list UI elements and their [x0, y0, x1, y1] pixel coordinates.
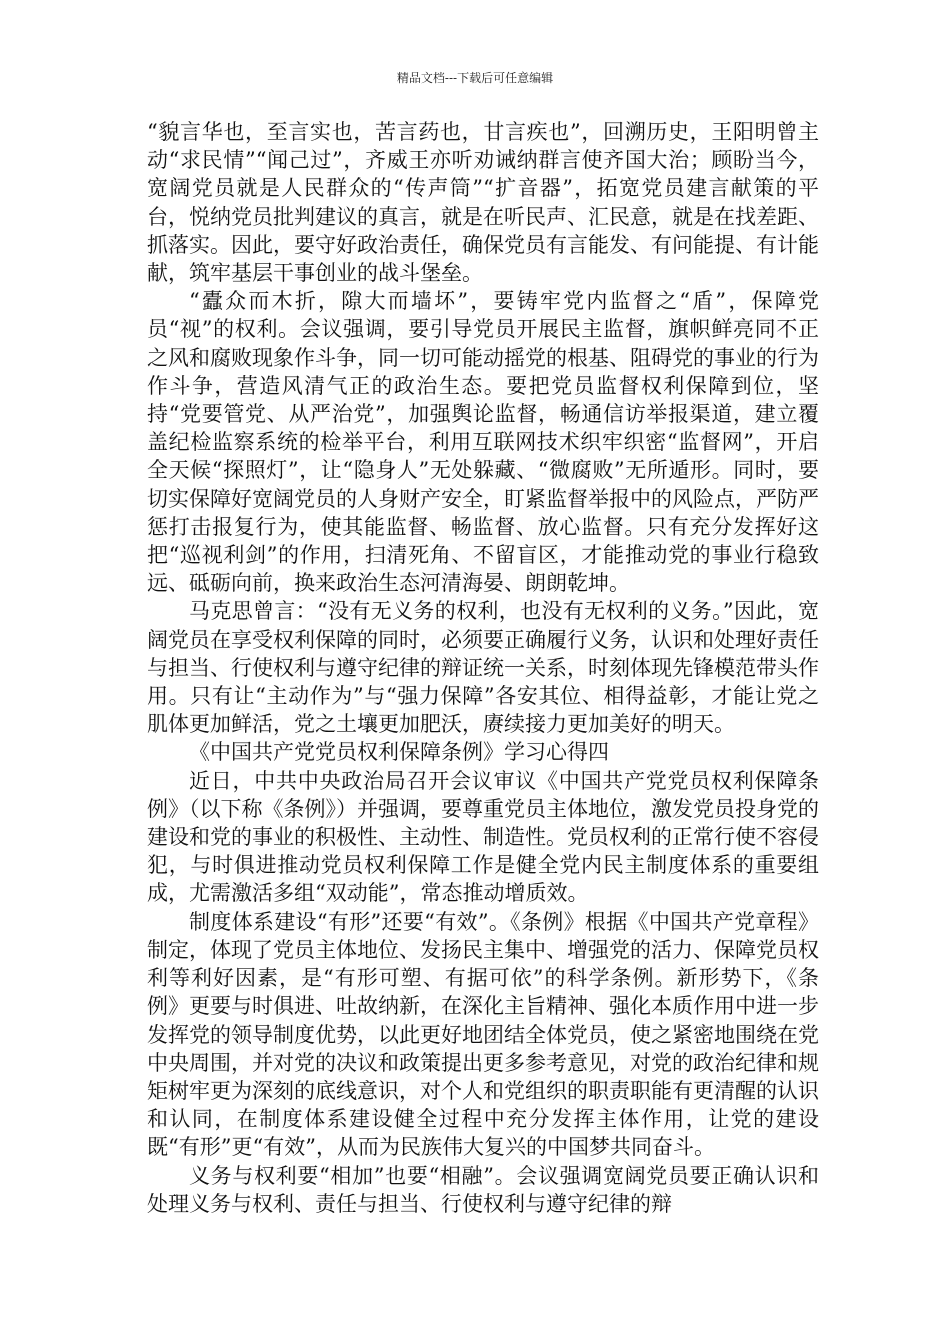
paragraph-5: 制度体系建设“有形”还要“有效”。《条例》根据《中国共产党章程》制定，体现了党员主体地位、发扬民主集中、增强党的活力、保障党员权利等利好因素，是“有形可塑、有据可依”的科学条例。新形势下，《条例》更要与时俱进、吐故纳新，在深化主旨精神、强化本质作用中进一步发挥党的领导制度优势，以此更好地团结全体党员，使之紧密地围绕在党中央周围，并对党的决议和政策提出更多参考意见，对党的政治纪律和规矩树牢更为深刻的底线意识，对个人和党组织的职责职能有更清醒的认识和认同，在制度体系建设健全过程中充分发挥主体作用，让党的建设既“有形”更“有效”，从而为民族伟大复兴的中国梦共同奋斗。 [147, 909, 819, 1160]
page-header: 精品文档---下载后可任意编辑 [396, 71, 554, 85]
section-heading: 《中国共产党党员权利保障条例》学习心得四 [189, 740, 609, 765]
paragraph-6: 义务与权利要“相加”也要“相融”。会议强调宽阔党员要正确认识和处理义务与权利、责任与担当、行使权利与遵守纪律的辩 [147, 1163, 819, 1216]
paragraph-3: 马克思曾言：“没有无义务的权利，也没有无权利的义务。”因此，宽阔党员在享受权利保障的同时，必须要正确履行义务，认识和处理好责任与担当、行使权利与遵守纪律的辩证统一关系，时刻体现先锋模范带头作用。只有让“主动作为”与“强力保障”各安其位、相得益彰，才能让党之肌体更加鲜活，党之土壤更加肥沃，赓续接力更加美好的明天。 [147, 599, 819, 737]
paragraph-4: 近日，中共中央政治局召开会议审议《中国共产党党员权利保障条例》（以下称《条例》）并强调，要尊重党员主体地位，激发党员投身党的建设和党的事业的积极性、主动性、制造性。党员权利的正常行使不容侵犯，与时俱进推动党员权利保障工作是健全党内民主制度体系的重要组成，尤需激活多组“双动能”，常态推动增质效。 [147, 768, 819, 906]
document-body [147, 118, 819, 1218]
paragraph-1: “貌言华也，至言实也，苦言药也，甘言疾也”，回溯历史，王阳明曾主动“求民情”“闻己过”，齐威王亦听劝诫纳群言使齐国大治；顾盼当今，宽阔党员就是人民群众的“传声筒”“扩音器”，拓宽党员建言献策的平台，悦纳党员批判建议的真言，就是在听民声、汇民意，就是在找差距、抓落实。因此，要守好政治责任，确保党员有言能发、有问能提、有计能献，筑牢基层干事创业的战斗堡垒。 [147, 120, 819, 286]
paragraph-2: “蠹众而木折，隙大而墙坏”，要铸牢党内监督之“盾”，保障党员“视”的权利。会议强调，要引导党员开展民主监督，旗帜鲜亮同不正之风和腐败现象作斗争，同一切可能动摇党的根基、阻碍党的事业的行为作斗争，营造风清气正的政治生态。要把党员监督权利保障到位，坚持“党要管党、从严治党”，加强舆论监督，畅通信访举报渠道，建立覆盖纪检监察系统的检举平台，利用互联网技术织牢织密“监督网”，开启全天候“探照灯”，让“隐身人”无处躲藏、“微腐败”无所遁形。同时，要切实保障好宽阔党员的人身财产安全，盯紧监督举报中的风险点，严防严惩打击报复行为，使其能监督、畅监督、放心监督。只有充分发挥好这把“巡视利剑”的作用，扫清死角、不留盲区，才能推动党的事业行稳致远、砥砺向前，换来政治生态河清海晏、朗朗乾坤。 [147, 289, 819, 596]
